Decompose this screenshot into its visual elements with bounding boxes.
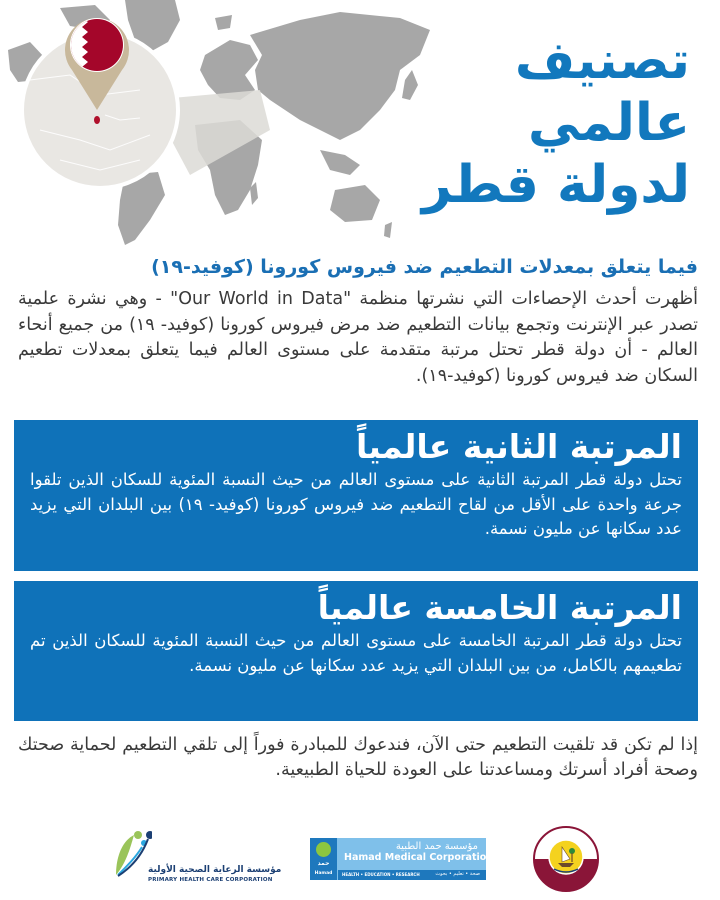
title-line-1: تصنيف: [514, 31, 690, 91]
page-title: [310, 30, 690, 216]
subtitle: فيما يتعلق بمعدلات التطعيم ضد فيروس كورونا (كوفيد-١٩): [151, 256, 698, 278]
hmc-name-ar: مؤسسة حمد الطبية: [395, 841, 478, 852]
closing-paragraph: إذا لم تكن قد تلقيت التطعيم حتى الآن، فندعوك للمبادرة فوراً إلى تلقي التطعيم لحماية صحتك وصحة أفراد أسرتك ومساعدتنا على العودة للحياة الطبيعية.: [18, 735, 698, 780]
ranking-box-fifth: [14, 581, 698, 721]
logo-footer: [0, 815, 720, 900]
title-line-2: عالمي: [527, 93, 690, 153]
ranking-heading: المرتبة الثانية عالمياً: [356, 427, 682, 466]
hmc-tagline-en: HEALTH • EDUCATION • RESEARCH: [342, 872, 420, 877]
hmc-name-en: Hamad Medical Corporation: [344, 852, 494, 863]
ranking-body: تحتل دولة قطر المرتبة الثانية على مستوى العالم من حيث النسبة المئوية للسكان الذين تلقوا جرعة واحدة على الأقل من لقاح التطعيم ضد فيروس كورونا (كوفيد- ١٩) بين البلدان التي يزيد عدد سكانها عن مليون نسمة.: [30, 470, 682, 538]
hmc-tagline-strip: [338, 870, 486, 880]
ranking-box-second: [14, 420, 698, 571]
moph-emblem-icon: [532, 825, 600, 893]
phcc-logo: [112, 825, 282, 885]
hmc-badge-en: Hamad: [314, 871, 333, 876]
phcc-name-ar: مؤسسة الرعاية الصحية الأولية: [148, 865, 282, 875]
hmc-tagline-ar: صحة • تعليم • بحوث: [435, 871, 480, 877]
ranking-body: تحتل دولة قطر المرتبة الخامسة على مستوى العالم من حيث النسبة المئوية للسكان الذين تم تطعيمهم بالكامل، من بين البلدان التي يزيد عدد سكانها عن مليون نسمة.: [30, 631, 682, 675]
title-line-3: لدولة قطر: [421, 155, 690, 215]
phcc-figures-icon: [112, 827, 152, 877]
ranking-heading: المرتبة الخامسة عالمياً: [317, 588, 682, 627]
hmc-leaf-icon: [316, 842, 331, 857]
hmc-badge-ar: حمد: [317, 860, 330, 867]
intro-paragraph: أظهرت أحدث الإحصاءات التي نشرتها منظمة "Our World in Data" - وهي نشرة علمية تصدر عبر الإنترنت وتجمع بيانات التطعيم ضد مرض فيروس كورونا (كوفيد- ١٩) من جميع أنحاء العالم - أن دولة قطر تحتل مرتبة متقدمة على مستوى العالم فيما يتعلق بمعدلات تطعيم السكان ضد فيروس كورونا (كوفيد-١٩).: [18, 289, 698, 386]
hmc-logo: [310, 838, 494, 880]
phcc-name-en: PRIMARY HEALTH CARE CORPORATION: [148, 877, 273, 883]
hmc-badge: [310, 838, 337, 880]
